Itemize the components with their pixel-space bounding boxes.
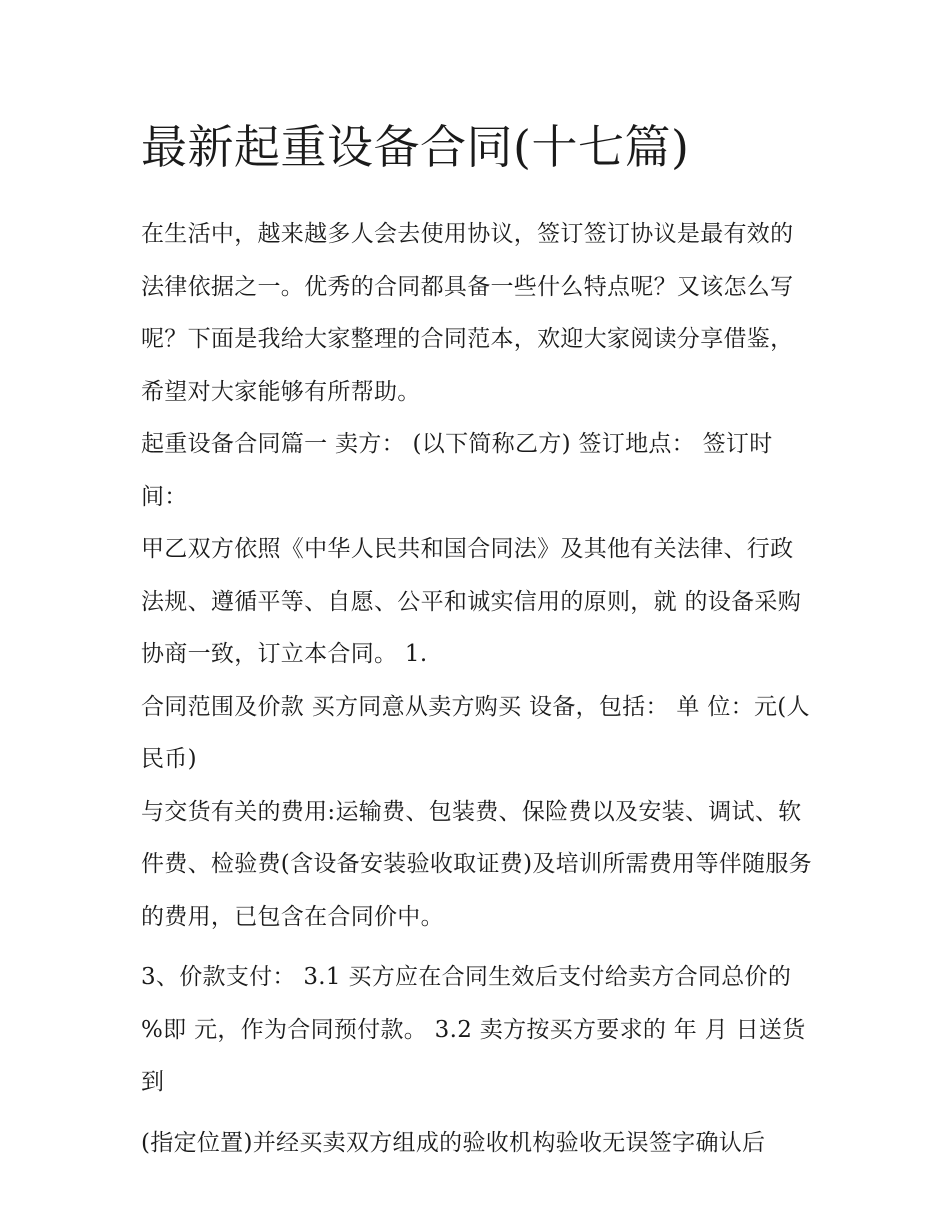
document-title: 最新起重设备合同(十七篇): [141, 120, 690, 174]
document-body: [141, 112, 813, 1169]
contract-header-paragraph: 起重设备合同篇一 卖方： (以下简称乙方) 签订地点： 签订时间：: [141, 431, 773, 510]
delivery-fees-paragraph: 与交货有关的费用:运输费、包装费、保险费以及安装、调试、软件费、检验费(含设备安装验收取证费)及培训所需费用等伴随服务的费用，已包含在合同价中。: [141, 798, 812, 930]
payment-paragraph: 3、价款支付： 3.1 买方应在合同生效后支付给卖方合同总价的 %即 元，作为合同预付款。 3.2 卖方按买方要求的 年 月 日送货到: [141, 964, 806, 1095]
scope-price-paragraph: 合同范围及价款 买方同意从卖方购买 设备，包括： 单 位：元(人民币): [141, 693, 810, 772]
acceptance-paragraph: (指定位置)并经买卖双方组成的验收机构验收无误签字确认后: [141, 1129, 766, 1156]
legal-basis-paragraph: 甲乙双方依照《中华人民共和国合同法》及其他有关法律、行政法规、遵循平等、自愿、公平和诚实信用的原则，就 的设备采购协商一致，订立本合同。 1.: [141, 536, 802, 667]
intro-paragraph: 在生活中，越来越多人会去使用协议，签订签订协议是最有效的法律依据之一。优秀的合同都具备一些什么特点呢？又该怎么写呢？下面是我给大家整理的合同范本，欢迎大家阅读分享借鉴，希望对大家能够有所帮助。: [141, 221, 794, 405]
